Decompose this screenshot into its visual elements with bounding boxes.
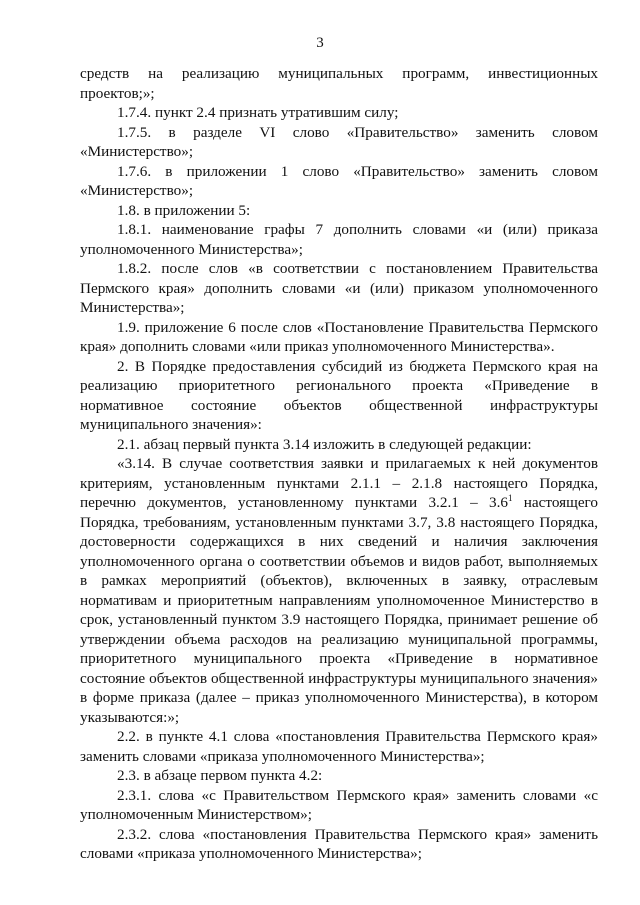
quoted-paragraph (80, 454, 598, 727)
superscript: 1 (508, 493, 513, 503)
paragraph: 2.2. в пункте 4.1 слова «постановления Правительства Пермского края» заменить словами «приказа уполномоченного Министерства»; (80, 728, 598, 765)
paragraph: 2.3.2. слова «постановления Правительства Пермского края» заменить словами «приказа уполномоченного Министерства»; (80, 825, 598, 862)
paragraph: 1.9. приложение 6 после слов «Постановление Правительства Пермского края» дополнить словами «или приказ уполномоченного Министерства». (80, 318, 598, 355)
document-body (80, 64, 598, 864)
paragraph: 1.8.2. после слов «в соответствии с постановлением Правительства Пермского края» дополнить словами «и (или) приказом уполномоченного Министерства»; (80, 260, 598, 316)
paragraph: 1.7.4. пункт 2.4 признать утратившим силу; (117, 104, 399, 121)
paragraph: 1.8. в приложении 5: (117, 201, 251, 219)
paragraph: 2.1. абзац первый пункта 3.14 изложить в следующей редакции: (117, 435, 532, 453)
paragraph: 2.3.1. слова «с Правительством Пермского края» заменить словами «с уполномоченным Министерством»; (80, 786, 598, 823)
paragraph: 1.8.1. наименование графы 7 дополнить словами «и (или) приказа уполномоченного Министерства»; (80, 221, 598, 258)
paragraph: 1.7.6. в приложении 1 слово «Правительство» заменить словом «Министерство»; (80, 162, 598, 199)
paragraph: средств на реализацию муниципальных программ, инвестиционных проектов;»; (80, 65, 598, 102)
page-number: 3 (316, 35, 324, 51)
paragraph: 2. В Порядке предоставления субсидий из бюджета Пермского края на реализацию приоритетного регионального проекта «Приведение в нормативное состояние объектов общественной инфраструктуры муниципального значения»: (80, 357, 598, 433)
quoted-text-part-2: настоящего Порядка, требованиям, установленным пунктами 3.7, 3.8 настоящего Порядка, достоверности содержащихся в них сведений и наличия заключения уполномоченного органа о соответствии объемов и видов работ, выполняемых в рамках мероприятий (объектов), включенных в заявку, отраслевым нормативам и приоритетным направлениям уполномоченное Министерство в срок, установленный пунктом 3.9 настоящего Порядка, принимает решение об утверждении объема расходов на реализацию муниципальной программы, приоритетного муниципального проекта «Приведение в нормативное состояние объектов общественной инфраструктуры муниципального значения» в форме приказа (далее – приказ уполномоченного Министерства), в котором указываются:»; (80, 494, 599, 726)
paragraph: 2.3. в абзаце первом пункта 4.2: (117, 767, 323, 784)
paragraph: 1.7.5. в разделе VI слово «Правительство» заменить словом «Министерство»; (80, 123, 598, 160)
quoted-text-part-1: «3.14. В случае соответствия заявки и прилагаемых к ней документов критериям, установленным пунктами 2.1.1 – 2.1.8 настоящего Порядка, перечню документов, установленному пунктами 3.2.1 – 3.6 (80, 455, 598, 511)
